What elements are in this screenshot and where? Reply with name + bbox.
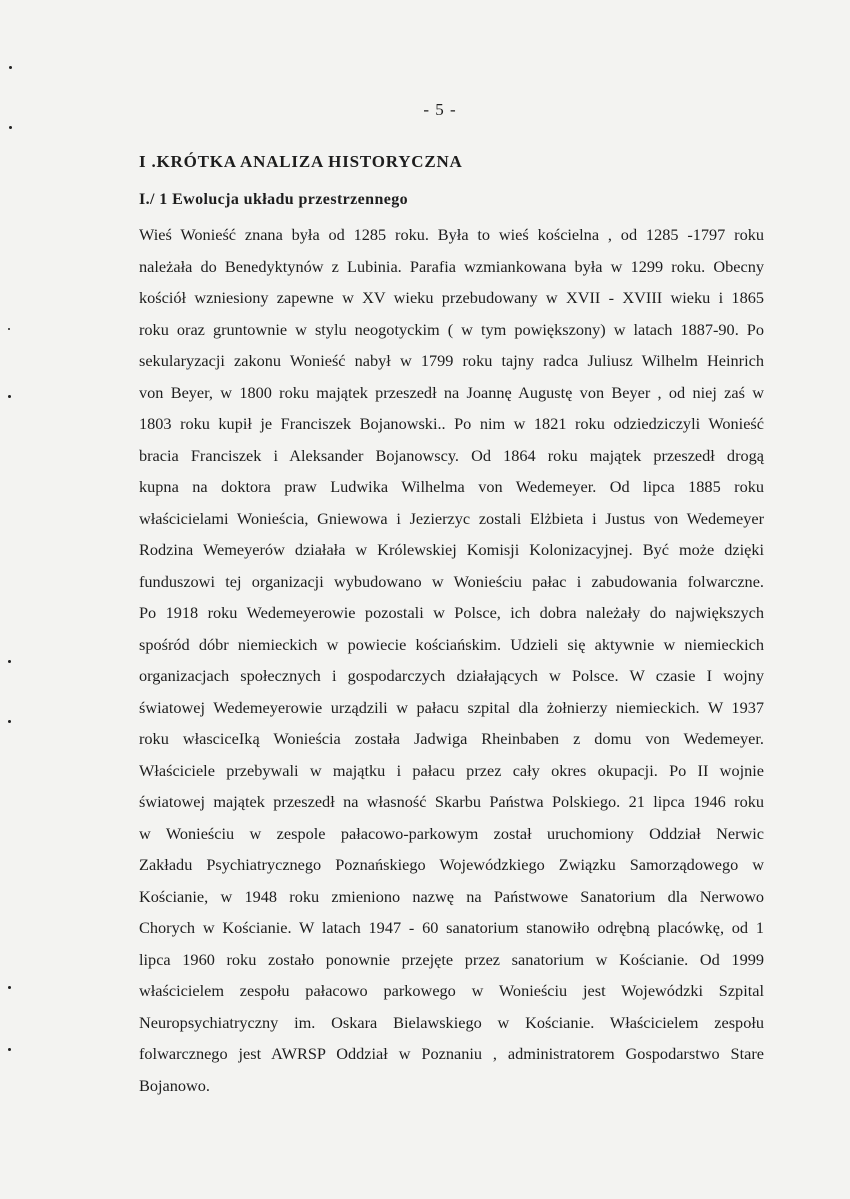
text-line: Wieś Wonieść znana była od 1285 roku. Była to wieś kościelna , od 1285 -1797 roku: [139, 225, 764, 244]
margin-mark: [8, 720, 11, 723]
text-line: właścicielem zespołu pałacowo parkowego w Wonieściu jest Wojewódzki Szpital: [139, 981, 764, 1000]
text-line: Rodzina Wemeyerów działała w Królewskiej Komisji Kolonizacyjnej. Być może dzięki: [139, 540, 764, 559]
text-line: organizacjach społecznych i gospodarczych działających w Polsce. W czasie I wojny: [139, 666, 764, 685]
text-line: należała do Benedyktynów z Lubinia. Parafia wzmiankowana była w 1299 roku. Obecny: [139, 256, 764, 276]
margin-mark: [8, 986, 11, 989]
chapter-title: I .KRÓTKA ANALIZA HISTORYCZNA: [139, 152, 463, 171]
text-line: światowej Wedemeyerowie urządzili w pałacu szpital dla żołnierzy niemieckich. W 1937: [139, 697, 764, 717]
text-line: właścicielami Wonieścia, Gniewowa i Jezierzyc zostali Elżbieta i Justus von Wedemeyer: [139, 508, 764, 528]
margin-mark: [9, 126, 12, 129]
text-line: kupna na doktora praw Ludwika Wilhelma von Wedemeyer. Od lipca 1885 roku: [139, 477, 764, 496]
text-line: roku oraz gruntownie w stylu neogotyckim ( w tym powiększony) w latach 1887-90. Po: [139, 319, 764, 339]
margin-mark: [8, 395, 11, 398]
text-line: 1803 roku kupił je Franciszek Bojanowski.. Po nim w 1821 roku odziedziczyli Wonieść: [139, 414, 764, 433]
text-line: Neuropsychiatryczny im. Oskara Bielawskiego w Kościanie. Właścicielem zespołu: [139, 1012, 764, 1032]
section-title: I./ 1 Ewolucja układu przestrzennego: [139, 191, 409, 208]
margin-mark: [8, 660, 11, 663]
text-line: kościół wzniesiony zapewne w XV wieku przebudowany w XVII - XVIII wieku i 1865: [139, 288, 764, 307]
text-line: roku własciceIką Wonieścia została Jadwiga Rheinbaben z domu von Wedemeyer.: [139, 729, 764, 748]
text-line: Bojanowo.: [139, 1075, 210, 1095]
margin-mark: [8, 328, 10, 330]
text-line: Po 1918 roku Wedemeyerowie pozostali w Polsce, ich dobra należały do największych: [139, 603, 764, 622]
text-line: sekularyzacji zakonu Wonieść nabył w 1799 roku tajny radca Juliusz Wilhelm Heinrich: [139, 351, 764, 370]
text-line: w Wonieściu w zespole pałacowo-parkowym został uruchomiony Oddział Nerwic: [139, 823, 764, 843]
text-line: bracia Franciszek i Aleksander Bojanowscy. Od 1864 roku majątek przeszedł drogą: [139, 445, 764, 465]
text-line: Kościanie, w 1948 roku zmieniono nazwę na Państwowe Sanatorium dla Nerwowo: [139, 886, 764, 906]
text-line: funduszowi tej organizacji wybudowano w Wonieściu pałac i zabudowania folwarczne.: [139, 571, 764, 591]
margin-mark: [9, 66, 12, 69]
text-line: światowej majątek przeszedł na własność Skarbu Państwa Polskiego. 21 lipca 1946 roku: [139, 792, 764, 811]
text-line: folwarcznego jest AWRSP Oddział w Poznaniu , administratorem Gospodarstwo Stare: [139, 1044, 764, 1063]
body-paragraph: [139, 225, 764, 1107]
text-line: lipca 1960 roku zostało ponownie przejęte przez sanatorium w Kościanie. Od 1999: [139, 949, 764, 969]
text-line: von Beyer, w 1800 roku majątek przeszedł na Joannę Augustę von Beyer , od niej zaś w: [139, 382, 764, 402]
text-line: Chorych w Kościanie. W latach 1947 - 60 sanatorium stanowiło odrębną placówkę, od 1: [139, 918, 764, 937]
text-line: Zakładu Psychiatrycznego Poznańskiego Wojewódzkiego Związku Samorządowego w: [139, 855, 764, 874]
margin-mark: [8, 1048, 11, 1051]
page-number: - 5 -: [423, 100, 457, 119]
text-line: spośród dóbr niemieckich w powiecie kościańskim. Udzieli się aktywnie w niemieckich: [139, 634, 764, 654]
text-line: Właściciele przebywali w majątku i pałacu przez cały okres okupacji. Po II wojnie: [139, 760, 764, 780]
